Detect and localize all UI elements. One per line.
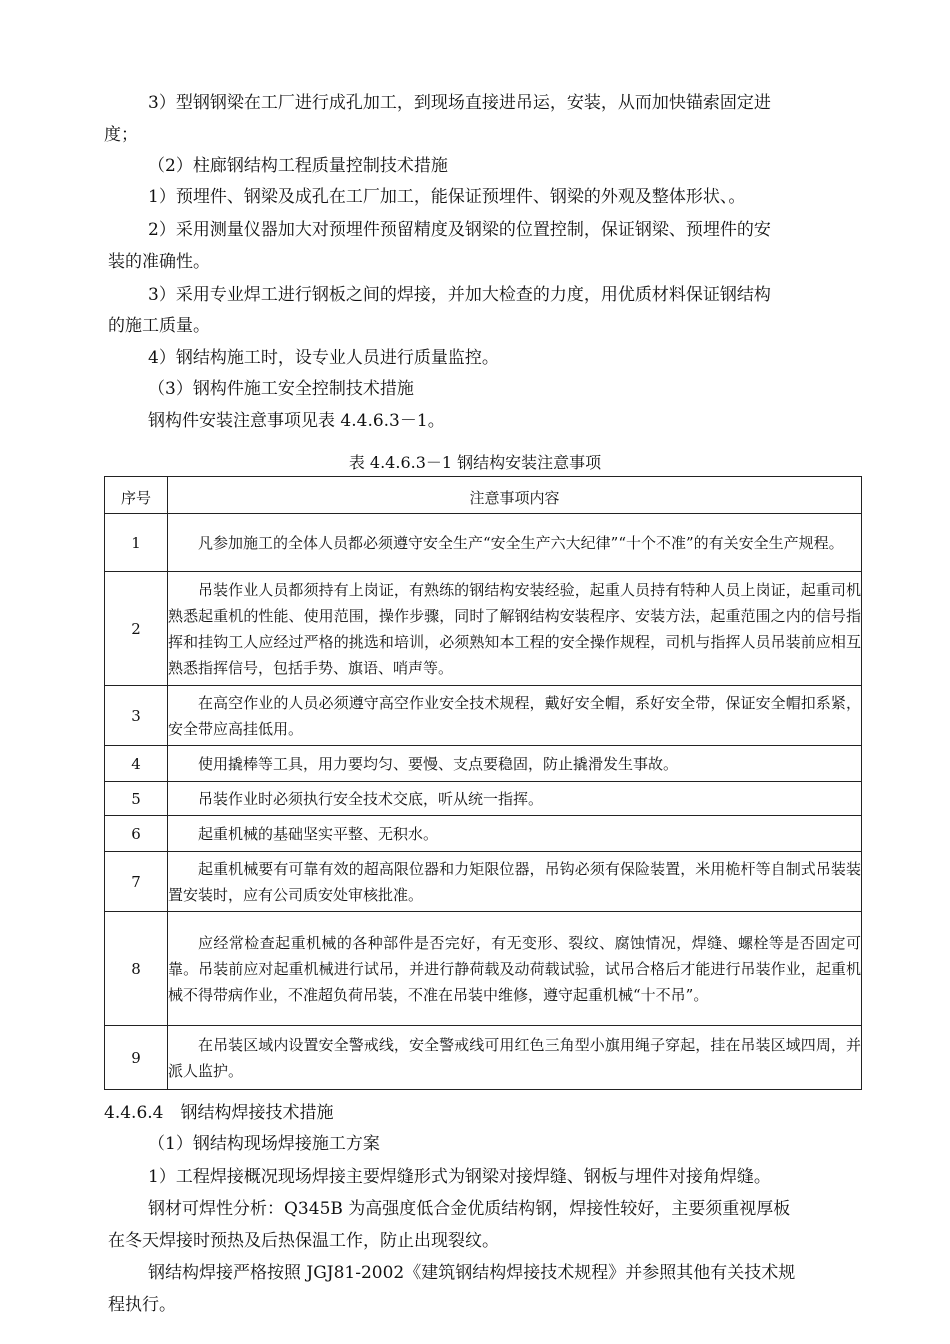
row-content <box>168 572 862 686</box>
table-row <box>105 912 862 1026</box>
row-text: 吊装作业人员都须持有上岗证，有熟练的钢结构安装经验，起重人员持有特种人员上岗证，起重司机熟悉起重机的性能、使用范围，操作步骤，同时了解钢结构安装程序、安装方法，起重范围之内的信号指挥和挂钩工人应经过严格的挑选和培训，必须熟知本工程的安全操作规程，司机与指挥人员吊装前应相互熟悉指挥信号，包括手势、旗语、哨声等。 <box>168 580 861 677</box>
row-number: 4 <box>105 746 168 782</box>
row-number: 7 <box>105 852 168 912</box>
row-text: 吊装作业时必须执行安全技术交底，听从统一指挥。 <box>198 789 544 808</box>
row-content <box>168 1026 862 1090</box>
row-content <box>168 782 862 816</box>
table-row <box>105 782 862 816</box>
text-line: 3）型钢钢梁在工厂进行成孔加工，到现场直接进吊运，安装，从而加快锚索固定进 <box>148 93 771 113</box>
text-line: 钢构件安装注意事项见表 4.4.6.3－1。 <box>148 411 445 431</box>
text-line: 1）工程焊接概况现场焊接主要焊缝形式为钢梁对接焊缝、钢板与埋件对接角焊缝。 <box>148 1167 771 1187</box>
section-heading: （2）柱廊钢结构工程质量控制技术措施 <box>148 156 448 176</box>
section-heading: 4.4.6.4 钢结构焊接技术措施 <box>104 1103 334 1123</box>
text-line: 3）采用专业焊工进行钢板之间的焊接，并加大检查的力度，用优质材料保证钢结构 <box>148 285 771 305</box>
row-number: 6 <box>105 816 168 852</box>
table-row <box>105 514 862 572</box>
text-line: 1）预埋件、钢梁及成孔在工厂加工，能保证预埋件、钢梁的外观及整体形状、。 <box>148 187 746 207</box>
row-content <box>168 686 862 746</box>
text-line: 度； <box>104 125 138 145</box>
table-row <box>105 572 862 686</box>
text-line: 钢结构焊接严格按照 JGJ81-2002《建筑钢结构焊接技术规程》并参照其他有关技术规 <box>148 1263 796 1283</box>
table-row <box>105 816 862 852</box>
table-caption: 表 4.4.6.3－1 钢结构安装注意事项 <box>348 453 602 472</box>
row-text: 使用撬棒等工具，用力要均匀、要慢、支点要稳固，防止撬滑发生事故。 <box>198 754 679 773</box>
table-row <box>105 746 862 782</box>
row-text: 在吊装区域内设置安全警戒线，安全警戒线可用红色三角型小旗用绳子穿起，挂在吊装区域四周，并派人监护。 <box>168 1035 861 1080</box>
row-content <box>168 816 862 852</box>
header-number: 序号 <box>105 477 168 514</box>
text-line: 在冬天焊接时预热及后热保温工作，防止出现裂纹。 <box>108 1231 499 1251</box>
row-text: 起重机械要有可靠有效的超高限位器和力矩限位器，吊钩必须有保险装置，米用桅杆等自制式吊装装置安装时，应有公司质安处审核批准。 <box>168 859 861 904</box>
row-text: 起重机械的基础坚实平整、无积水。 <box>198 824 439 843</box>
text-line: 4）钢结构施工时，设专业人员进行质量监控。 <box>148 348 499 368</box>
row-number: 5 <box>105 782 168 816</box>
row-content <box>168 746 862 782</box>
table-row <box>105 1026 862 1090</box>
row-text: 应经常检查起重机械的各种部件是否完好，有无变形、裂纹、腐蚀情况，焊缝、螺栓等是否固定可靠。吊装前应对起重机械进行试吊，并进行静荷载及动荷载试验，试吊合格后才能进行吊装作业，起重机械不得带病作业，不准超负荷吊装，不准在吊装中维修，遵守起重机械“十不吊”。 <box>168 933 861 1004</box>
row-text: 在高空作业的人员必须遵守高空作业安全技术规程，戴好安全帽，系好安全带，保证安全帽扣系紧，安全带应高挂低用。 <box>168 693 861 738</box>
header-content: 注意事项内容 <box>168 477 862 514</box>
section-heading: （1）钢结构现场焊接施工方案 <box>148 1134 380 1154</box>
row-text: 凡参加施工的全体人员都必须遵守安全生产“安全生产六大纪律”“十个不准”的有关安全生产规程。 <box>198 533 844 552</box>
table-row <box>105 852 862 912</box>
table-row <box>105 686 862 746</box>
table-header-row <box>105 477 862 514</box>
row-content <box>168 852 862 912</box>
row-number: 1 <box>105 514 168 572</box>
text-line: 2）采用测量仪器加大对预埋件预留精度及钢梁的位置控制，保证钢梁、预埋件的安 <box>148 220 771 240</box>
row-number: 8 <box>105 912 168 1026</box>
text-line: 的施工质量。 <box>108 316 210 336</box>
text-line: 程执行。 <box>108 1295 176 1315</box>
row-number: 9 <box>105 1026 168 1090</box>
row-number: 2 <box>105 572 168 686</box>
text-line: 装的准确性。 <box>108 252 210 272</box>
row-content <box>168 912 862 1026</box>
row-content <box>168 514 862 572</box>
text-line: 钢材可焊性分析：Q345B 为高强度低合金优质结构钢，焊接性较好，主要须重视厚板 <box>148 1199 791 1219</box>
row-number: 3 <box>105 686 168 746</box>
precautions-table <box>104 476 862 1090</box>
section-heading: （3）钢构件施工安全控制技术措施 <box>148 379 414 399</box>
